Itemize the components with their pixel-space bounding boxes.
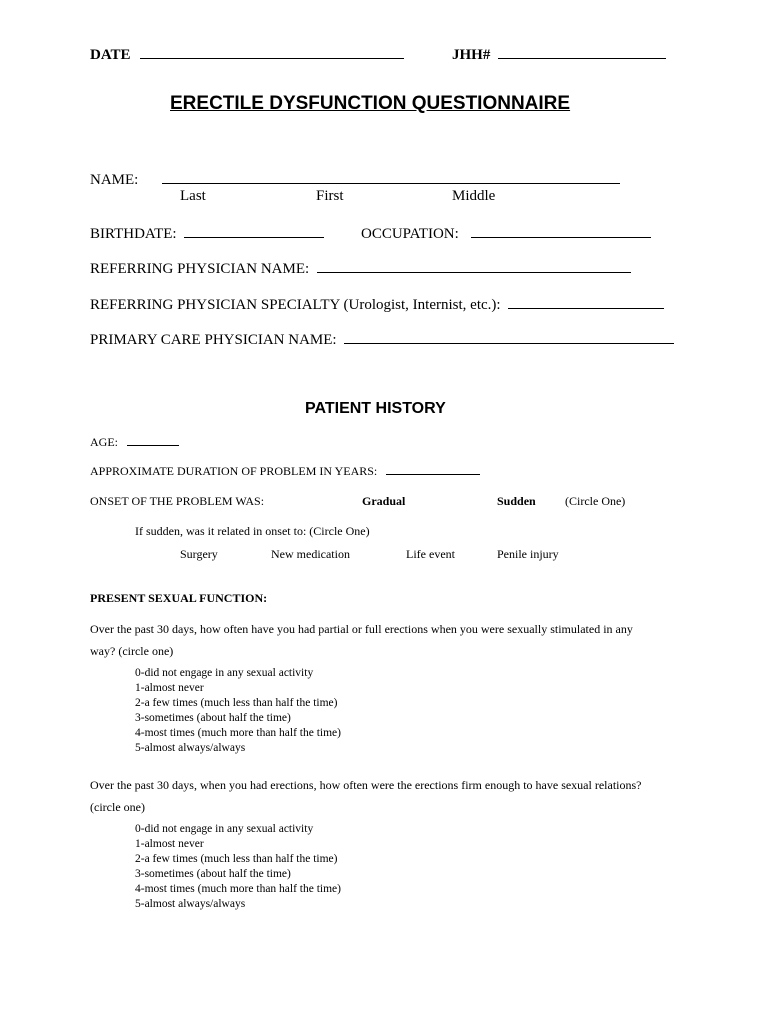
sudden-option-penile-injury[interactable]: Penile injury — [497, 547, 559, 561]
name-label: NAME: — [90, 172, 139, 188]
question-2-line-2: (circle one) — [90, 800, 145, 814]
age-input-line[interactable] — [127, 436, 179, 446]
duration-field[interactable] — [90, 464, 480, 479]
primary-care-physician-field[interactable] — [90, 331, 674, 349]
onset-option-gradual[interactable]: Gradual — [362, 494, 406, 508]
sudden-question: If sudden, was it related in onset to: (Circle One) — [135, 524, 370, 538]
onset-circle-note: (Circle One) — [565, 494, 626, 508]
name-input-line[interactable] — [162, 171, 620, 184]
birthdate-label: BIRTHDATE: — [90, 226, 177, 242]
referring-physician-specialty-field[interactable] — [90, 296, 664, 314]
question-2-option-0[interactable]: 0-did not engage in any sexual activity — [135, 823, 314, 835]
primary-care-physician-input-line[interactable] — [344, 331, 674, 344]
occupation-label: OCCUPATION: — [361, 226, 459, 242]
referring-physician-name-input-line[interactable] — [317, 260, 631, 273]
question-1-option-2[interactable]: 2-a few times (much less than half the time) — [135, 697, 338, 709]
question-1-option-3[interactable]: 3-sometimes (about half the time) — [135, 712, 291, 724]
referring-physician-specialty-label: REFERRING PHYSICIAN SPECIALTY (Urologist, Internist, etc.): — [90, 297, 501, 313]
sudden-option-life-event[interactable]: Life event — [406, 547, 455, 561]
onset-option-sudden[interactable]: Sudden — [497, 494, 536, 508]
jhh-input-line[interactable] — [498, 46, 666, 59]
question-1-options — [135, 666, 341, 756]
referring-physician-name-field[interactable] — [90, 260, 631, 278]
question-1-option-5[interactable]: 5-almost always/always — [135, 742, 246, 754]
question-2-options — [135, 822, 341, 912]
question-2-option-4[interactable]: 4-most times (much more than half the time) — [135, 883, 341, 895]
question-1-line-2: way? (circle one) — [90, 644, 174, 658]
date-field[interactable] — [90, 46, 404, 64]
name-part-first: First — [316, 188, 344, 204]
occupation-field[interactable] — [361, 225, 651, 243]
patient-history-heading: PATIENT HISTORY — [305, 400, 446, 417]
page-title: ERECTILE DYSFUNCTION QUESTIONNAIRE — [170, 93, 571, 114]
question-1-option-4[interactable]: 4-most times (much more than half the time) — [135, 727, 341, 739]
date-label: DATE — [90, 47, 131, 63]
name-field[interactable] — [90, 171, 620, 189]
sudden-option-new-medication[interactable]: New medication — [271, 547, 350, 561]
age-label: AGE: — [90, 435, 118, 449]
question-2-line-1: Over the past 30 days, when you had erections, how often were the erections firm enough to have sexual relations? — [90, 778, 642, 792]
sudden-option-surgery[interactable]: Surgery — [180, 547, 218, 561]
question-2-option-1[interactable]: 1-almost never — [135, 838, 204, 850]
date-input-line[interactable] — [140, 46, 404, 59]
jhh-field[interactable] — [452, 46, 666, 64]
question-1-option-1[interactable]: 1-almost never — [135, 682, 204, 694]
question-2-option-3[interactable]: 3-sometimes (about half the time) — [135, 868, 291, 880]
birthdate-input-line[interactable] — [184, 225, 324, 238]
name-part-last: Last — [180, 188, 206, 204]
birthdate-field[interactable] — [90, 225, 324, 243]
primary-care-physician-label: PRIMARY CARE PHYSICIAN NAME: — [90, 332, 337, 348]
name-part-middle: Middle — [452, 188, 496, 204]
question-2-option-5[interactable]: 5-almost always/always — [135, 898, 246, 910]
onset-label: ONSET OF THE PROBLEM WAS: — [90, 494, 265, 508]
sexual-function-heading: PRESENT SEXUAL FUNCTION: — [90, 591, 268, 605]
occupation-input-line[interactable] — [471, 225, 651, 238]
duration-input-line[interactable] — [386, 465, 480, 475]
question-1-option-0[interactable]: 0-did not engage in any sexual activity — [135, 667, 314, 679]
referring-physician-name-label: REFERRING PHYSICIAN NAME: — [90, 261, 310, 277]
age-field[interactable] — [90, 435, 179, 450]
question-1-line-1: Over the past 30 days, how often have you had partial or full erections when you were sexually stimulated in any — [90, 622, 633, 636]
referring-physician-specialty-input-line[interactable] — [508, 296, 664, 309]
jhh-label: JHH# — [452, 47, 491, 63]
question-2-option-2[interactable]: 2-a few times (much less than half the time) — [135, 853, 338, 865]
duration-label: APPROXIMATE DURATION OF PROBLEM IN YEARS: — [90, 464, 378, 478]
